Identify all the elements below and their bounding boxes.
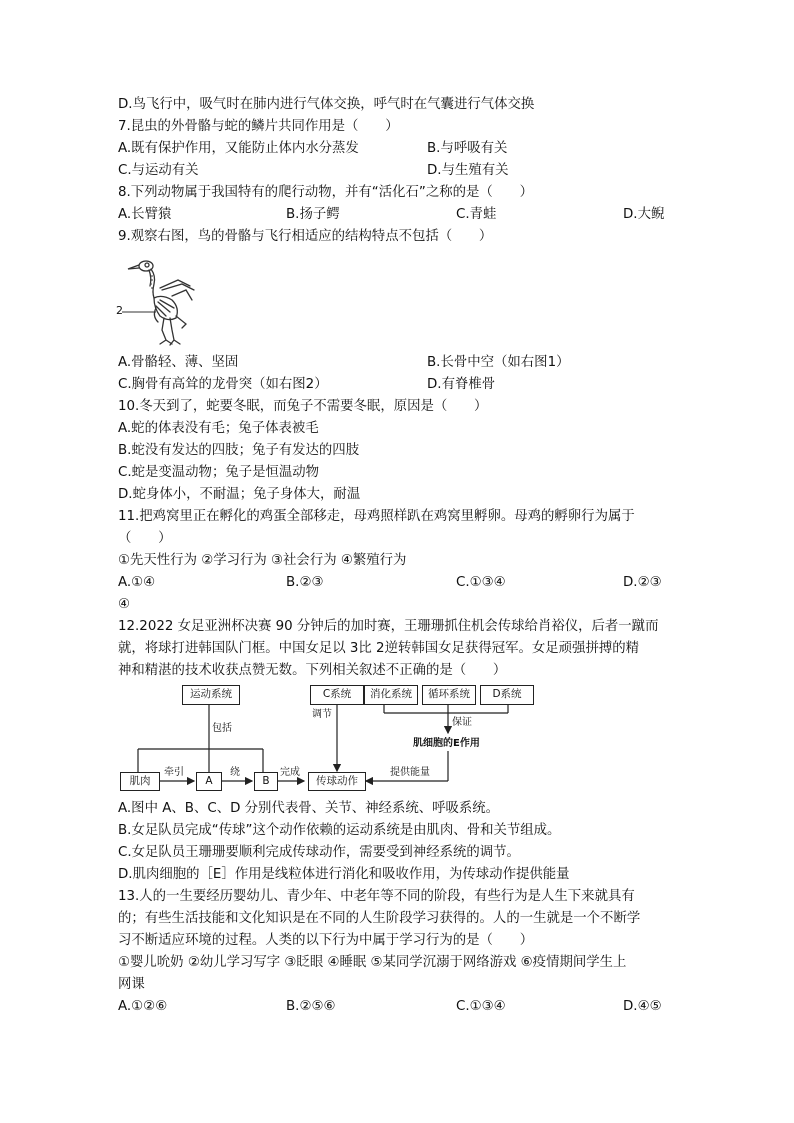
muscle-box: 肌肉 bbox=[120, 772, 160, 791]
circulatory-system-box: 循环系统 bbox=[422, 685, 476, 705]
q11-option-d: D.②③ bbox=[623, 575, 662, 590]
q11-stem-line1: 11.把鸡窝里正在孵化的鸡蛋全部移走，母鸡照样趴在鸡窝里孵卵。母鸡的孵卵行为属于 bbox=[118, 509, 635, 524]
motor-system-box: 运动系统 bbox=[182, 685, 240, 705]
digestive-system-box: 消化系统 bbox=[364, 685, 418, 705]
q13-option-c: C.①③④ bbox=[456, 999, 506, 1014]
figure-label-2: 2 bbox=[116, 304, 123, 317]
q10-stem: 10.冬天到了，蛇要冬眠，而兔子不需要冬眠，原因是（ ） bbox=[118, 399, 488, 414]
q8-option-b: B.扬子鳄 bbox=[286, 207, 340, 222]
label-regulate: 调节 bbox=[312, 709, 332, 720]
q7-stem: 7.昆虫的外骨骼与蛇的鳞片共同作用是（ ） bbox=[118, 119, 399, 134]
label-around: 绕 bbox=[230, 767, 240, 778]
q13-stem-line3: 习不断适应环境的过程。人类的以下行为中属于学习行为的是（ ） bbox=[118, 933, 534, 948]
q12-option-b: B.女足队员完成“传球”这个动作依赖的运动系统是由肌肉、骨和关节组成。 bbox=[118, 823, 561, 838]
q8-option-c: C.青蛙 bbox=[456, 207, 497, 222]
c-system-box: C系统 bbox=[310, 685, 364, 705]
q11-option-d-wrap: ④ bbox=[118, 597, 131, 612]
q11-stem-line2: （ ） bbox=[118, 531, 172, 546]
q13-stem-line1: 13.人的一生要经历婴幼儿、青少年、中老年等不同的阶段，有些行为是人生下来就具有 bbox=[118, 889, 635, 904]
bird-skeleton-figure bbox=[116, 250, 196, 346]
q7-option-b: B.与呼吸有关 bbox=[427, 141, 508, 156]
q9-option-b: B.长骨中空（如右图1） bbox=[427, 355, 570, 370]
box-b: B bbox=[254, 772, 278, 791]
q13-choices-line1: ①婴儿吮奶 ②幼儿学习写字 ③眨眼 ④睡眠 ⑤某同学沉溺于网络游戏 ⑥疫情期间学生上 bbox=[118, 955, 627, 970]
pass-action-box: 传球动作 bbox=[308, 772, 366, 791]
q13-stem-line2: 的；有些生活技能和文化知识是在不同的人生阶段学习获得的。人的一生就是一个不断学 bbox=[118, 911, 641, 926]
q9-option-a: A.骨骼轻、薄、坚固 bbox=[118, 355, 239, 370]
q7-option-c: C.与运动有关 bbox=[118, 163, 199, 178]
q11-choices: ①先天性行为 ②学习行为 ③社会行为 ④繁殖行为 bbox=[118, 553, 407, 568]
q7-option-d: D.与生殖有关 bbox=[427, 163, 509, 178]
q11-option-a: A.①④ bbox=[118, 575, 156, 590]
label-pull: 牵引 bbox=[164, 767, 184, 778]
q12-option-c: C.女足队员王珊珊要顺利完成传球动作，需要受到神经系统的调节。 bbox=[118, 845, 520, 860]
q13-choices-line2: 网课 bbox=[118, 977, 145, 992]
label-ensure: 保证 bbox=[452, 717, 472, 728]
q13-option-d: D.④⑤ bbox=[623, 999, 662, 1014]
q10-option-a: A.蛇的体表没有毛；兔子体表被毛 bbox=[118, 421, 319, 436]
q9-option-c: C.胸骨有高耸的龙骨突（如右图2） bbox=[118, 377, 328, 392]
label-provide-energy: 提供能量 bbox=[390, 767, 430, 778]
q11-option-c: C.①③④ bbox=[456, 575, 506, 590]
q12-stem-line3: 神和精湛的技术收获点赞无数。下列相关叙述不正确的是（ ） bbox=[118, 663, 507, 678]
q12-option-a: A.图中 A、B、C、D 分别代表骨、关节、神经系统、呼吸系统。 bbox=[118, 801, 500, 816]
q8-option-d: D.大鲵 bbox=[623, 207, 665, 222]
d-system-box: D系统 bbox=[480, 685, 534, 705]
box-a: A bbox=[196, 772, 222, 791]
q12-option-d: D.肌肉细胞的［E］作用是线粒体进行消化和吸收作用，为传球动作提供能量 bbox=[118, 867, 570, 882]
q10-option-d: D.蛇身体小，不耐温；兔子身体大，耐温 bbox=[118, 487, 361, 502]
q10-option-c: C.蛇是变温动物；兔子是恒温动物 bbox=[118, 465, 320, 480]
q12-stem-line1: 12.2022 女足亚洲杯决赛 90 分钟后的加时赛，王珊珊抓住机会传球给肖裕仪，后者一蹴而 bbox=[118, 619, 659, 634]
q9-option-d: D.有脊椎骨 bbox=[427, 377, 496, 392]
q13-option-b: B.②⑤⑥ bbox=[286, 999, 336, 1014]
q8-option-a: A.长臂猿 bbox=[118, 207, 172, 222]
q11-option-b: B.②③ bbox=[286, 575, 324, 590]
q9-stem: 9.观察右图，鸟的骨骼与飞行相适应的结构特点不包括（ ） bbox=[118, 229, 493, 244]
q8-stem: 8.下列动物属于我国特有的爬行动物，并有“活化石”之称的是（ ） bbox=[118, 185, 533, 200]
label-complete: 完成 bbox=[280, 767, 300, 778]
q12-stem-line2: 就，将球打进韩国队门框。中国女足以 3比 2逆转韩国女足获得冠军。女足顽强拼搏的精 bbox=[118, 641, 640, 656]
label-muscle-cell-e: 肌细胞的E作用 bbox=[413, 738, 480, 749]
motor-system-diagram bbox=[118, 683, 538, 793]
q7-option-a: A.既有保护作用，又能防止体内水分蒸发 bbox=[118, 141, 359, 156]
label-includes: 包括 bbox=[212, 723, 232, 734]
q13-option-a: A.①②⑥ bbox=[118, 999, 168, 1014]
q6-option-d: D.鸟飞行中，吸气时在肺内进行气体交换，呼气时在气囊进行气体交换 bbox=[118, 97, 535, 112]
q10-option-b: B.蛇没有发达的四肢；兔子有发达的四肢 bbox=[118, 443, 360, 458]
